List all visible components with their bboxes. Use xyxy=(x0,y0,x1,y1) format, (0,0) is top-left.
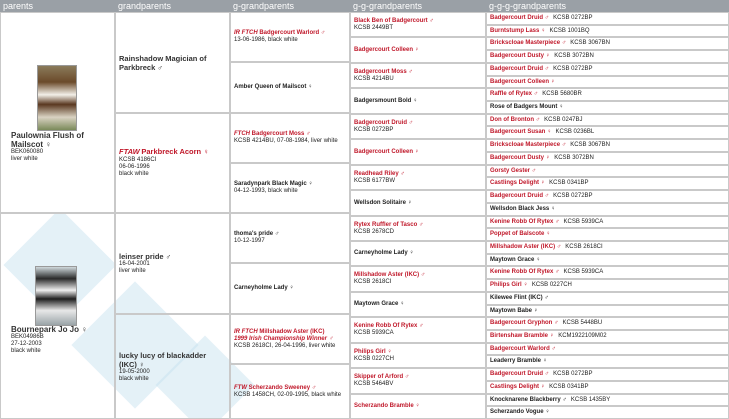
gg-grandparent-name-link[interactable]: Badgersmount Bold ♀ xyxy=(354,97,418,104)
header-grandparents: grandparents xyxy=(115,0,230,12)
gg-grandparent-cell xyxy=(350,12,486,37)
ggg-grandparent-cell xyxy=(486,330,729,343)
gg-grandparent-reg: KCSB 5464BV xyxy=(354,381,394,387)
ggg-grandparent-cell xyxy=(486,343,729,355)
gg-grandparent-cell xyxy=(350,190,486,216)
parent-reg: BEK060080 xyxy=(11,149,44,155)
gg-grandparent-reg: KCSB 6177BW xyxy=(354,177,396,184)
ggg-grandparent-cell xyxy=(486,305,729,317)
ggg-grandparent-name-link[interactable]: Poppet of Balscote ♀ xyxy=(490,231,551,237)
ggg-grandparent-reg: KCSB 3067BN xyxy=(570,40,610,46)
grandparent-cell-1 xyxy=(115,12,230,113)
gg-grandparent-name-link[interactable]: Scherzando Bramble ♀ xyxy=(354,403,420,409)
ggg-grandparent-name-link[interactable]: Badgercourt Dusty ♀ xyxy=(490,53,551,59)
gg-grandparent-cell xyxy=(350,343,486,368)
ggg-grandparent-cell xyxy=(486,12,729,25)
gg-grandparent-cell xyxy=(350,114,486,139)
ggg-grandparent-reg: KCSB 3072BN xyxy=(554,155,594,161)
ggg-grandparent-name-link[interactable]: Badgercourt Gryphon ♂ xyxy=(490,320,559,326)
ggg-grandparent-cell xyxy=(486,279,729,292)
ggg-grandparent-reg: KCSB 0247BJ xyxy=(544,116,583,123)
gg-grandparent-name-link[interactable]: Rytex Ruffler of Tasco ♂ xyxy=(354,221,424,228)
parent-color: black white xyxy=(11,348,41,354)
g-grandparent-cell-7 xyxy=(230,314,350,364)
ggg-grandparent-reg: KCSB 0272BP xyxy=(553,193,593,199)
ggg-grandparent-name-link[interactable]: Badgercourt Dusty ♀ xyxy=(490,155,551,161)
grandparent-color: liver white xyxy=(119,268,146,274)
title-prefix: IR FTCH xyxy=(234,328,258,335)
gg-grandparent-reg: KCSB 0272BP xyxy=(354,126,394,133)
dog-photo xyxy=(37,65,77,131)
gg-grandparent-cell xyxy=(350,266,486,292)
ggg-grandparent-reg: KCSB 0236BL xyxy=(555,129,595,135)
ggg-grandparent-cell xyxy=(486,139,729,152)
gg-grandparent-name-link[interactable]: Wellsdon Solitaire ♀ xyxy=(354,199,413,206)
g-grandparent-cell-5 xyxy=(230,213,350,263)
gg-grandparent-name-link[interactable]: Black Ben of Badgercourt ♂ xyxy=(354,17,434,24)
g-grandparent-info: KCSB 1458CH, 02-09-1995, black white xyxy=(234,391,342,398)
ggg-grandparent-reg: KCSB 5448BU xyxy=(562,320,603,326)
parent-name-link[interactable]: Bournepark Jo Jo ♀ xyxy=(11,325,88,334)
grandparent-name-link[interactable]: Rainshadow Magician of Parkbreck ♂ xyxy=(119,53,207,72)
ggg-grandparent-reg: KCSB 0341BP xyxy=(549,180,589,186)
parent-reg: BEK04986B xyxy=(11,334,44,340)
ggg-grandparent-cell xyxy=(486,381,729,394)
grandparent-cell-2 xyxy=(115,113,230,213)
title-prefix: FTW xyxy=(234,384,247,391)
g-grandparent-name-link[interactable]: Badgercourt Warlord ♂ xyxy=(259,30,326,36)
gg-grandparent-name-link[interactable]: Carneyholme Lady ♀ xyxy=(354,250,414,256)
ggg-grandparent-cell xyxy=(486,190,729,203)
ggg-grandparent-cell xyxy=(486,355,729,368)
ggg-grandparent-name-link[interactable]: Gorsty Gester ♂ xyxy=(490,167,537,174)
title-prefix: FTAW xyxy=(119,147,140,156)
g-grandparent-info: 04-12-1993, black white xyxy=(234,188,298,194)
g-grandparent-name-link[interactable]: Saradynpark Black Magic ♀ xyxy=(234,181,313,187)
gg-grandparent-reg: KCSB 4214BU xyxy=(354,75,394,82)
gg-grandparent-name-link[interactable]: Maytown Grace ♀ xyxy=(354,301,405,307)
grandparent-name-link[interactable]: leinser pride ♂ xyxy=(119,252,172,261)
g-grandparent-name-link[interactable]: Millshadow Aster (IKC) xyxy=(259,328,325,335)
ggg-grandparent-cell xyxy=(486,37,729,50)
gg-grandparent-cell xyxy=(350,368,486,394)
gg-grandparent-reg: KCSB 2449BT xyxy=(354,24,394,31)
gg-grandparent-name-link[interactable]: Badgercourt Druid ♂ xyxy=(354,119,414,126)
ggg-grandparent-reg: KCSB 0341BP xyxy=(549,384,589,390)
ggg-grandparent-name-link[interactable]: Badgercourt Druid ♂ xyxy=(490,193,550,199)
ggg-grandparent-reg: KCSB 5939CA xyxy=(563,218,604,225)
ggg-grandparent-cell xyxy=(486,241,729,254)
ggg-grandparent-cell xyxy=(486,292,729,305)
ggg-grandparent-cell xyxy=(486,228,729,241)
ggg-grandparent-name-link[interactable]: Kenine Robb Of Rytex ♂ xyxy=(490,218,560,225)
gg-grandparent-reg: KCSB 0227CH xyxy=(354,355,395,362)
gg-grandparent-name-link[interactable]: Badgercourt Colleen ♀ xyxy=(354,148,420,155)
grandparent-dob: 06-06-1996 xyxy=(119,164,150,170)
g-grandparent-name-link[interactable]: Scherzando Sweeney ♂ xyxy=(248,384,317,391)
grandparent-name-link[interactable]: Parkbreck Acorn ♀ xyxy=(141,147,209,156)
ggg-grandparent-reg: KCM1922109M02 xyxy=(558,333,607,339)
gg-grandparent-cell xyxy=(350,139,486,165)
grandparent-cell-3 xyxy=(115,213,230,314)
title-prefix: FTCH xyxy=(234,131,250,137)
gg-grandparent-name-link[interactable]: Readhead Riley ♂ xyxy=(354,170,405,177)
gg-grandparent-cell xyxy=(350,63,486,88)
ggg-grandparent-name-link[interactable]: Badgercourt Colleen ♀ xyxy=(490,78,556,85)
ggg-grandparent-name-link[interactable]: Badgercourt Susan ♀ xyxy=(490,129,552,135)
ggg-grandparent-reg: KCSB 3072BN xyxy=(554,53,594,59)
ggg-grandparent-name-link[interactable]: Leaderry Bramble ♀ xyxy=(490,358,548,364)
gg-grandparent-reg: KCSB 2678CD xyxy=(354,228,395,235)
gg-grandparent-name-link[interactable]: Badgercourt Colleen ♀ xyxy=(354,46,420,53)
gg-grandparent-cell xyxy=(350,88,486,114)
grandparent-color: black white xyxy=(119,171,149,177)
gg-grandparent-cell xyxy=(350,37,486,63)
ggg-grandparent-name-link[interactable]: Kenine Robb Of Rytex ♂ xyxy=(490,269,560,275)
ggg-grandparent-cell xyxy=(486,317,729,330)
ggg-grandparent-cell xyxy=(486,88,729,101)
gg-grandparent-name-link[interactable]: Skipper of Arford ♂ xyxy=(354,374,410,380)
ggg-grandparent-name-link[interactable]: Badgercourt Druid ♂ xyxy=(490,66,550,72)
gg-grandparent-cell xyxy=(350,216,486,241)
header-g-grandparents: g-grandparents xyxy=(230,0,350,12)
ggg-grandparent-cell xyxy=(486,76,729,88)
ggg-grandparent-cell xyxy=(486,50,729,63)
ggg-grandparent-name-link[interactable]: Rose of Badgers Mount ♀ xyxy=(490,104,564,110)
grandparent-dob: 16-04-2001 xyxy=(119,261,150,267)
g-grandparent-cell-2 xyxy=(230,62,350,113)
ggg-grandparent-reg: KCSB 1001BQ xyxy=(549,27,590,34)
ggg-grandparent-reg: KCSB 5939CA xyxy=(563,269,604,275)
ggg-grandparent-name-link[interactable]: Brickscloae Masterpiece ♂ xyxy=(490,40,567,46)
ggg-grandparent-cell xyxy=(486,394,729,406)
gg-grandparent-cell xyxy=(350,165,486,190)
ggg-grandparent-reg: KCSB 0272BP xyxy=(553,66,593,72)
ggg-grandparent-name-link[interactable]: Burntstump Lass ♀ xyxy=(490,27,546,34)
gg-grandparent-cell xyxy=(350,292,486,317)
parent-color: liver white xyxy=(11,156,38,162)
g-grandparent-cell-4 xyxy=(230,163,350,213)
ggg-grandparent-reg: KCSB 5680BR xyxy=(542,91,582,97)
ggg-grandparent-name-link[interactable]: Brickscloae Masterpiece ♂ xyxy=(490,142,567,148)
g-grandparent-cell-3 xyxy=(230,113,350,163)
ggg-grandparent-name-link[interactable]: Castlings Delight ♀ xyxy=(490,384,546,390)
ggg-grandparent-name-link[interactable]: Philips Girl ♀ xyxy=(490,282,528,288)
ggg-grandparent-name-link[interactable]: Badgercourt Warlord ♂ xyxy=(490,345,556,352)
ggg-grandparent-name-link[interactable]: Knocknarene Blackberry ♂ xyxy=(490,396,567,403)
ggg-grandparent-name-link[interactable]: Birtenshaw Bramble ♀ xyxy=(490,333,555,339)
gg-grandparent-name-link[interactable]: Millshadow Aster (IKC) ♂ xyxy=(354,272,426,278)
ggg-grandparent-cell xyxy=(486,101,729,114)
ggg-grandparent-cell xyxy=(486,152,729,165)
ggg-grandparent-name-link[interactable]: Castlings Delight ♀ xyxy=(490,180,546,186)
title-suffix: 1999 Irish Championship Winner ♂ xyxy=(234,335,334,342)
ggg-grandparent-name-link[interactable]: Kilewee Flint (IKC) ♂ xyxy=(490,295,549,301)
grandparent-name-link[interactable]: lucky lucy of blackadder (IKC) ♀ xyxy=(119,350,207,369)
dog-photo xyxy=(35,266,77,326)
ggg-grandparent-name-link[interactable]: Maytown Babe ♀ xyxy=(490,307,539,314)
ggg-grandparent-cell xyxy=(486,114,729,126)
grandparent-reg: KCSB 4186CI xyxy=(119,157,157,163)
ggg-grandparent-cell xyxy=(486,177,729,190)
g-grandparent-info: 10-12-1997 xyxy=(234,238,265,244)
ggg-grandparent-cell xyxy=(486,126,729,139)
gg-grandparent-cell xyxy=(350,317,486,343)
header-parents: parents xyxy=(0,0,115,12)
ggg-grandparent-reg: KCSB 0227CH xyxy=(531,282,572,288)
ggg-grandparent-name-link[interactable]: Wellsdon Black Jess ♀ xyxy=(490,206,556,212)
parent-cell-1 xyxy=(0,12,115,213)
ggg-grandparent-reg: KCSB 3067BN xyxy=(570,142,610,148)
g-grandparent-cell-8 xyxy=(230,364,350,419)
gg-grandparent-name-link[interactable]: Kenine Robb Of Rytex ♂ xyxy=(354,323,424,329)
ggg-grandparent-cell xyxy=(486,368,729,381)
g-grandparent-info: KCSB 2618CI, 26-04-1996, liver white xyxy=(234,342,336,349)
g-grandparent-name-link[interactable]: Badgercourt Moss ♂ xyxy=(251,131,311,137)
ggg-grandparent-cell xyxy=(486,63,729,76)
ggg-grandparent-name-link[interactable]: Maytown Grace ♀ xyxy=(490,256,541,263)
g-grandparent-name-link[interactable]: thoma's pride ♂ xyxy=(234,231,280,237)
ggg-grandparent-cell xyxy=(486,165,729,177)
g-grandparent-name-link[interactable]: Carneyholme Lady ♀ xyxy=(234,285,294,291)
ggg-grandparent-reg: KCSB 0272BP xyxy=(553,15,593,21)
ggg-grandparent-cell xyxy=(486,25,729,37)
ggg-grandparent-reg: KCSB 2618CI xyxy=(565,244,603,250)
g-grandparent-info: 13-06-1986, black white xyxy=(234,37,298,43)
ggg-grandparent-name-link[interactable]: Badgercourt Druid ♂ xyxy=(490,371,550,377)
ggg-grandparent-cell xyxy=(486,406,729,419)
ggg-grandparent-name-link[interactable]: Don of Bronton ♂ xyxy=(490,116,541,123)
ggg-grandparent-cell xyxy=(486,203,729,216)
grandparent-cell-4 xyxy=(115,314,230,419)
header-ggg-grandparents: g-g-g-grandparents xyxy=(486,0,729,12)
ggg-grandparent-name-link[interactable]: Badgercourt Druid ♂ xyxy=(490,15,550,21)
ggg-grandparent-reg: KCSB 1435BY xyxy=(570,396,611,403)
gg-grandparent-reg: KCSB 5939CA xyxy=(354,330,394,336)
gg-grandparent-cell xyxy=(350,241,486,266)
parent-cell-2 xyxy=(0,213,115,419)
ggg-grandparent-reg: KCSB 0272BP xyxy=(553,371,593,377)
title-prefix: IR FTCH xyxy=(234,30,258,36)
ggg-grandparent-name-link[interactable]: Raffle of Rytex ♂ xyxy=(490,91,539,97)
grandparent-color: black white xyxy=(119,375,149,382)
ggg-grandparent-cell xyxy=(486,254,729,266)
g-grandparent-info: KCSB 4214BU, 07-08-1984, liver white xyxy=(234,138,338,144)
gg-grandparent-cell xyxy=(350,394,486,419)
g-grandparent-cell-6 xyxy=(230,263,350,314)
ggg-grandparent-cell xyxy=(486,216,729,228)
g-grandparent-name-link[interactable]: Amber Queen of Mailscot ♀ xyxy=(234,84,313,90)
gg-grandparent-reg: KCSB 2618CI xyxy=(354,279,392,285)
g-grandparent-cell-1 xyxy=(230,12,350,62)
ggg-grandparent-name-link[interactable]: Scherzando Vogue ♀ xyxy=(490,409,550,415)
parent-name-link[interactable]: Paulownia Flush of Mailscot ♀ xyxy=(11,131,84,149)
ggg-grandparent-name-link[interactable]: Millshadow Aster (IKC) ♂ xyxy=(490,244,562,250)
ggg-grandparent-cell xyxy=(486,266,729,279)
gg-grandparent-name-link[interactable]: Philips Girl ♀ xyxy=(354,348,392,355)
gg-grandparent-name-link[interactable]: Badgercourt Moss ♂ xyxy=(354,68,413,75)
grandparent-dob: 19-05-2000 xyxy=(119,368,150,375)
header-gg-grandparents: g-g-grandparents xyxy=(350,0,486,12)
parent-dob: 27-12-2003 xyxy=(11,341,42,347)
